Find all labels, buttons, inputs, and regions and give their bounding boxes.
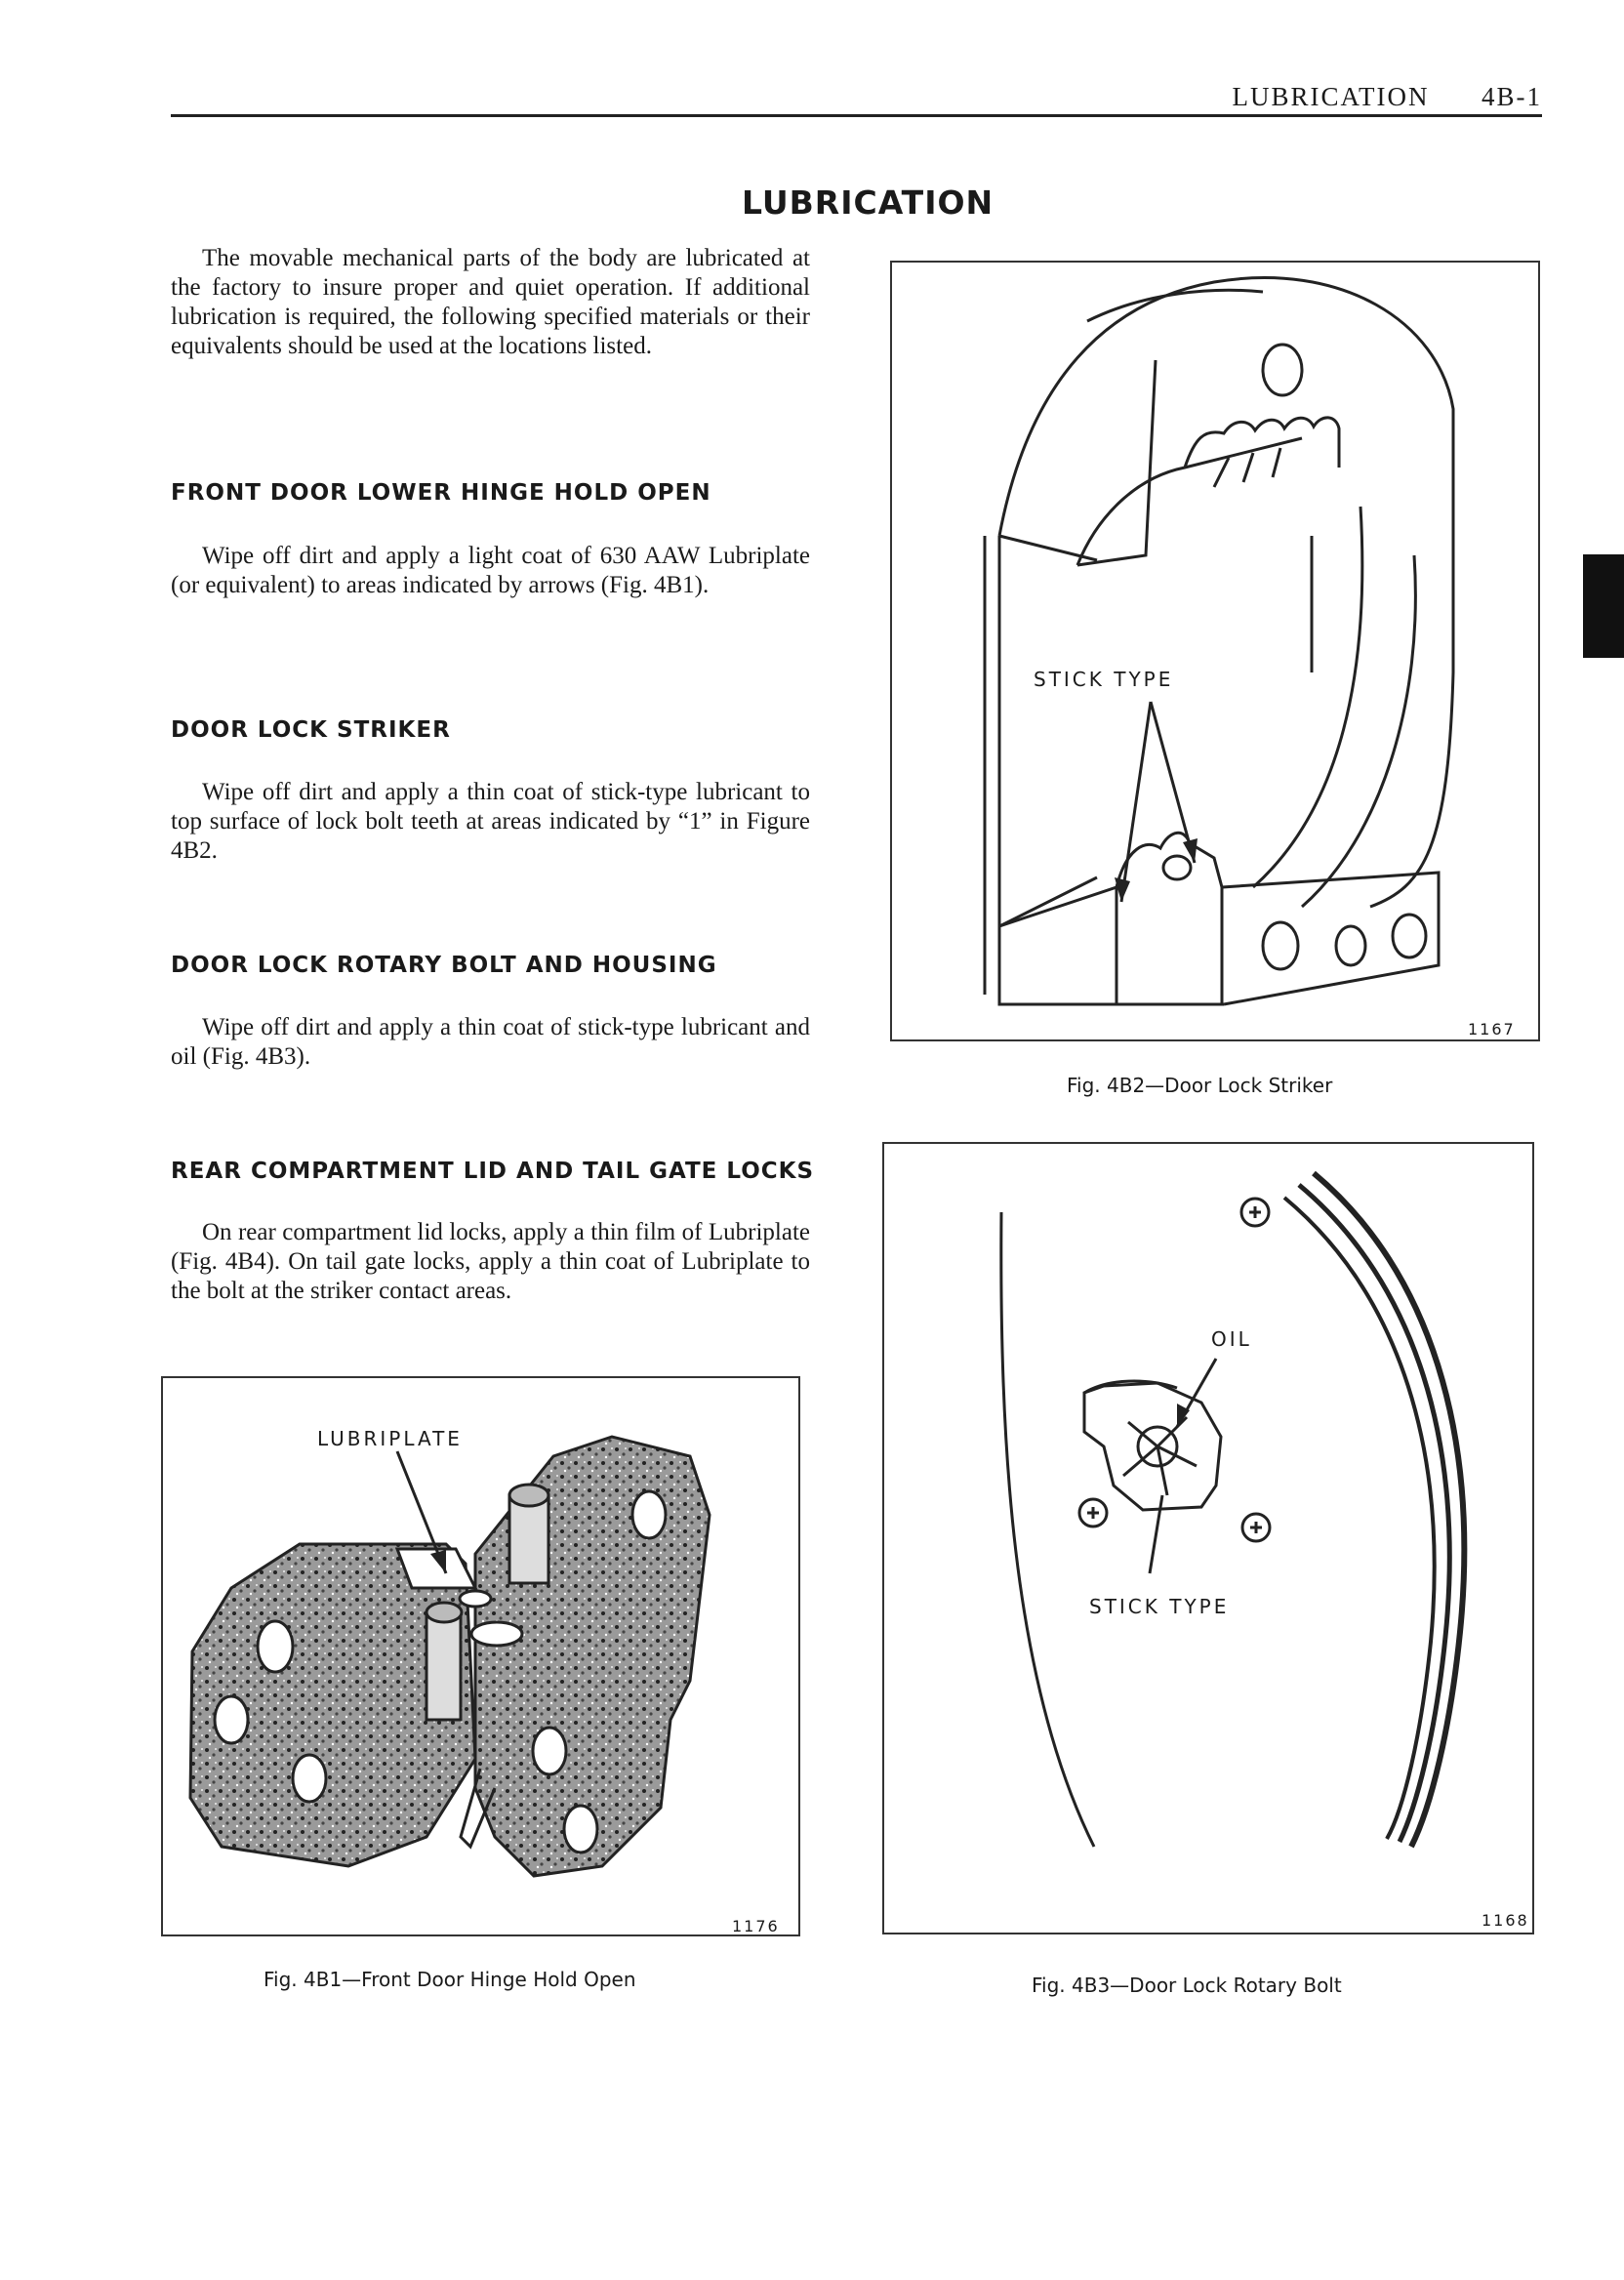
caption-4b3: Fig. 4B3—Door Lock Rotary Bolt	[1032, 1974, 1342, 1997]
callout-stick-type-4b2: STICK TYPE	[1034, 668, 1174, 691]
section-body-rotary-bolt	[171, 1013, 810, 1072]
callout-stick-type-4b3: STICK TYPE	[1089, 1595, 1230, 1618]
section-heading-rear-compartment: REAR COMPARTMENT LID AND TAIL GATE LOCKS	[171, 1159, 815, 1184]
running-header	[1233, 82, 1543, 112]
figure-4b1	[161, 1376, 800, 1936]
section-body-rotary-bolt-text: Wipe off dirt and apply a thin coat of stick-type lubricant and oil (Fig. 4B3).	[171, 1014, 810, 1070]
rotary-bolt-illustration	[884, 1144, 1536, 1936]
section-body-rear-compartment	[171, 1218, 810, 1306]
section-body-striker	[171, 778, 810, 866]
section-heading-hinge: FRONT DOOR LOWER HINGE HOLD OPEN	[171, 480, 711, 506]
caption-4b2: Fig. 4B2—Door Lock Striker	[1067, 1074, 1333, 1097]
figure-4b2	[890, 261, 1540, 1041]
figure-number-4b1: 1176	[732, 1917, 780, 1935]
intro-text: The movable mechanical parts of the body are lubricated at the factory to insure proper and quiet operation. If additional lubrication is required, the following specified materials or their equivalents should be used at the locations listed.	[171, 245, 810, 359]
header-rule	[171, 114, 1542, 117]
hinge-illustration	[163, 1378, 802, 1938]
figure-number-4b3: 1168	[1482, 1911, 1529, 1930]
striker-illustration	[892, 263, 1542, 1043]
intro-paragraph	[171, 244, 810, 361]
section-body-hinge-text: Wipe off dirt and apply a light coat of 630 AAW Lubriplate (or equivalent) to areas indicated by arrows (Fig. 4B1).	[171, 543, 810, 598]
section-body-hinge	[171, 542, 810, 600]
running-header-section: LUBRICATION	[1232, 82, 1430, 111]
page-title: LUBRICATION	[742, 183, 995, 222]
callout-lubriplate: LUBRIPLATE	[317, 1427, 463, 1450]
figure-number-4b2: 1167	[1468, 1020, 1516, 1038]
figure-4b3	[882, 1142, 1534, 1934]
section-tab-marker	[1583, 554, 1624, 658]
page-number: 4B-1	[1482, 82, 1542, 111]
caption-4b1: Fig. 4B1—Front Door Hinge Hold Open	[264, 1968, 636, 1991]
section-heading-rotary-bolt: DOOR LOCK ROTARY BOLT AND HOUSING	[171, 953, 717, 978]
section-body-rear-compartment-text: On rear compartment lid locks, apply a thin film of Lubriplate (Fig. 4B4). On tail gate locks, apply a thin coat of Lubriplate to the bolt at the striker contact areas.	[171, 1219, 810, 1304]
section-heading-striker: DOOR LOCK STRIKER	[171, 717, 451, 743]
section-body-striker-text: Wipe off dirt and apply a thin coat of stick-type lubricant to top surface of lock bolt teeth at areas indicated by “1” in Figure 4B2.	[171, 779, 810, 864]
callout-oil: OIL	[1211, 1327, 1252, 1351]
